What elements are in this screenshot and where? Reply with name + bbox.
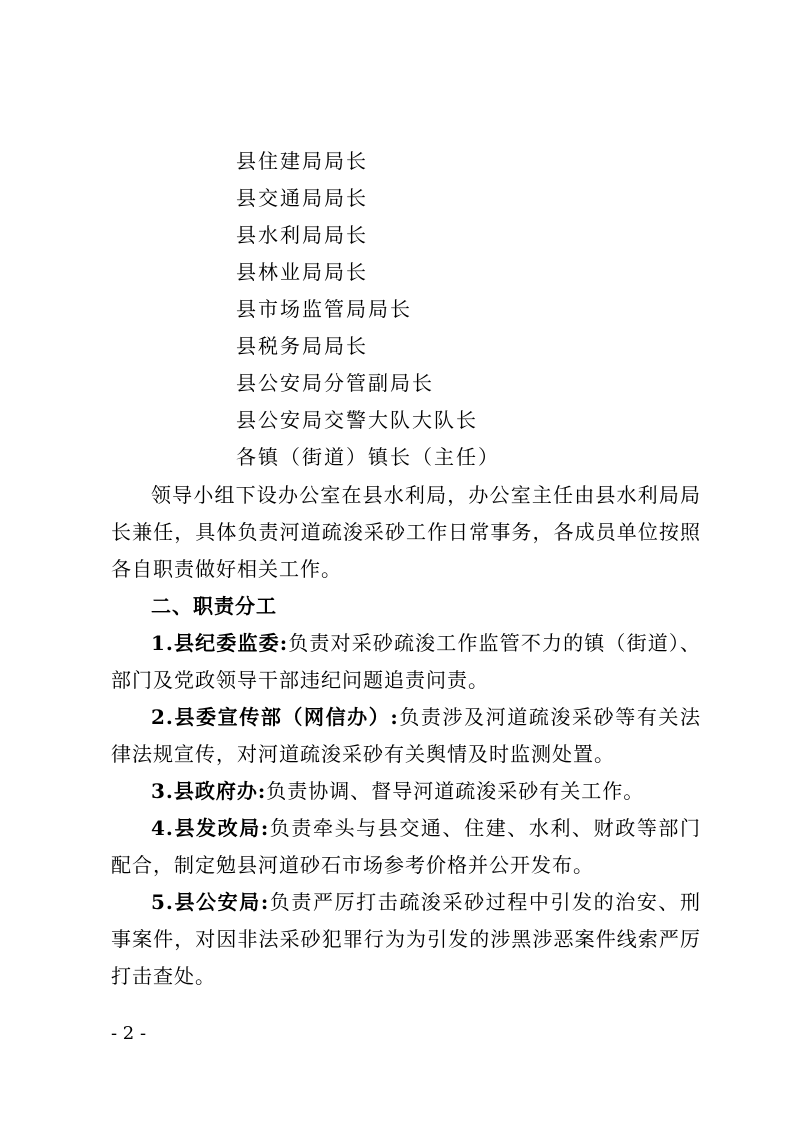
member-item: 各镇（街道）镇长（主任） — [236, 445, 500, 469]
section-heading: 二、职责分工 — [151, 594, 277, 618]
duty-text: 负责对采砂疏浚工作监管不力的镇（街道）、部门及党政领导干部违纪问题追责问责。 — [111, 631, 701, 692]
duty-text: 负责牵头与县交通、住建、水利、财政等部门配合，制定勉县河道砂石市场参考价格并公开发布。 — [111, 816, 702, 877]
member-item: 县水利局局长 — [236, 223, 368, 247]
duty-paragraph — [111, 625, 701, 699]
duty-label: 3.县政府办: — [151, 779, 267, 803]
member-item: 县公安局交警大队大队长 — [236, 408, 478, 432]
member-item: 县市场监管局局长 — [236, 297, 412, 321]
duty-text: 负责协调、督导河道疏浚采砂有关工作。 — [266, 779, 645, 803]
duty-label: 2.县委宣传部（网信办）: — [151, 705, 399, 729]
duty-text: 负责严厉打击疏浚采砂过程中引发的治安、刑事案件，对因非法采砂犯罪行为为引发的涉黑涉恶案件线索严厉打击查处。 — [111, 890, 702, 988]
duty-paragraph — [111, 884, 701, 995]
member-item: 县公安局分管副局长 — [236, 371, 434, 395]
duty-paragraph — [111, 699, 701, 773]
duty-label: 1.县纪委监委: — [151, 631, 289, 655]
office-paragraph: 领导小组下设办公室在县水利局，办公室主任由县水利局局长兼任，具体负责河道疏浚采砂工作日常事务，各成员单位按照各自职责做好相关工作。 — [111, 483, 701, 581]
duty-label: 5.县公安局: — [151, 890, 270, 914]
member-item: 县税务局局长 — [236, 334, 368, 358]
page-number: - 2 - — [111, 1023, 147, 1044]
member-item: 县住建局局长 — [236, 149, 368, 173]
duty-label: 4.县发改局: — [151, 816, 270, 840]
member-item: 县交通局局长 — [236, 186, 368, 210]
member-list — [236, 143, 500, 476]
duty-paragraph — [111, 773, 701, 810]
duty-paragraph — [111, 810, 701, 884]
member-item: 县林业局局长 — [236, 260, 368, 284]
duty-text: 负责涉及河道疏浚采砂等有关法律法规宣传，对河道疏浚采砂有关舆情及时监测处置。 — [111, 705, 702, 766]
